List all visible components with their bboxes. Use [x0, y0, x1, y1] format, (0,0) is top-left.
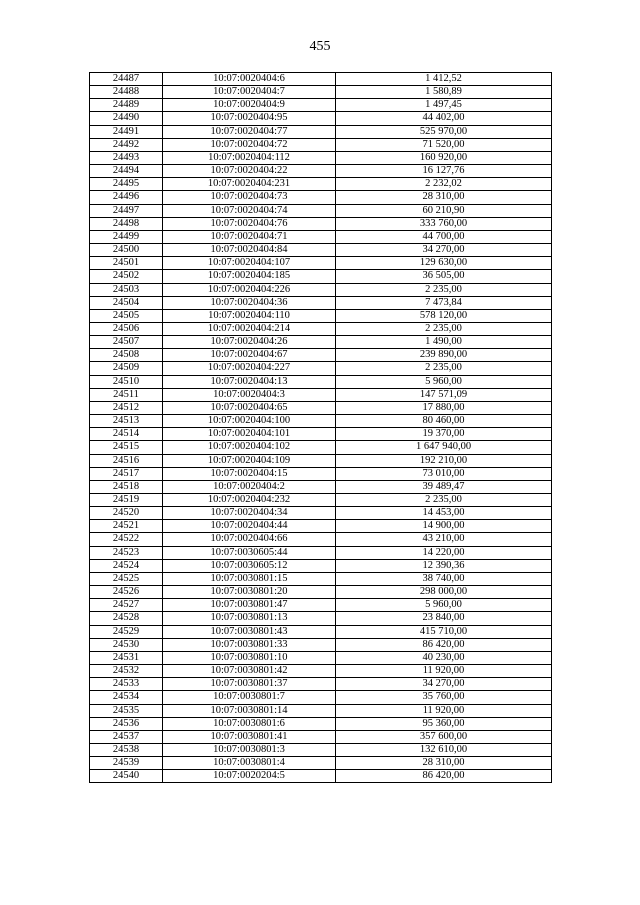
table-row [90, 691, 552, 704]
table-row [90, 283, 552, 296]
value-cell: 525 970,00 [336, 125, 552, 138]
row-number-cell: 24507 [90, 336, 163, 349]
cadastral-number-cell: 10:07:0030801:4 [163, 757, 336, 770]
value-cell: 192 210,00 [336, 454, 552, 467]
value-cell: 17 880,00 [336, 401, 552, 414]
table-row [90, 204, 552, 217]
row-number-cell: 24489 [90, 99, 163, 112]
table-row [90, 415, 552, 428]
value-cell: 129 630,00 [336, 257, 552, 270]
table-row [90, 388, 552, 401]
table-row [90, 743, 552, 756]
value-cell: 95 360,00 [336, 717, 552, 730]
table-row [90, 270, 552, 283]
value-cell: 28 310,00 [336, 757, 552, 770]
table-row [90, 704, 552, 717]
row-number-cell: 24528 [90, 612, 163, 625]
cadastral-number-cell: 10:07:0020404:73 [163, 191, 336, 204]
row-number-cell: 24508 [90, 349, 163, 362]
value-cell: 2 235,00 [336, 322, 552, 335]
table-row [90, 625, 552, 638]
table-row [90, 586, 552, 599]
table-row [90, 112, 552, 125]
table-row [90, 480, 552, 493]
table-row [90, 73, 552, 86]
row-number-cell: 24525 [90, 572, 163, 585]
table-row [90, 362, 552, 375]
value-cell: 19 370,00 [336, 428, 552, 441]
row-number-cell: 24534 [90, 691, 163, 704]
cadastral-number-cell: 10:07:0020404:95 [163, 112, 336, 125]
value-cell: 86 420,00 [336, 638, 552, 651]
cadastral-number-cell: 10:07:0030801:7 [163, 691, 336, 704]
row-number-cell: 24487 [90, 73, 163, 86]
row-number-cell: 24516 [90, 454, 163, 467]
value-cell: 415 710,00 [336, 625, 552, 638]
cadastral-number-cell: 10:07:0020404:77 [163, 125, 336, 138]
cadastral-number-cell: 10:07:0020404:36 [163, 296, 336, 309]
row-number-cell: 24522 [90, 533, 163, 546]
table-row [90, 770, 552, 783]
cadastral-number-cell: 10:07:0030801:47 [163, 599, 336, 612]
table-row [90, 257, 552, 270]
registry-table [89, 72, 552, 783]
table-row [90, 428, 552, 441]
cadastral-number-cell: 10:07:0020404:15 [163, 467, 336, 480]
value-cell: 73 010,00 [336, 467, 552, 480]
table-row [90, 507, 552, 520]
value-cell: 34 270,00 [336, 678, 552, 691]
table-row [90, 559, 552, 572]
table-row [90, 191, 552, 204]
table-row [90, 599, 552, 612]
cadastral-number-cell: 10:07:0030801:41 [163, 730, 336, 743]
row-number-cell: 24517 [90, 467, 163, 480]
value-cell: 2 235,00 [336, 283, 552, 296]
table-row [90, 546, 552, 559]
value-cell: 1 412,52 [336, 73, 552, 86]
cadastral-number-cell: 10:07:0020404:71 [163, 230, 336, 243]
row-number-cell: 24506 [90, 322, 163, 335]
cadastral-number-cell: 10:07:0020404:226 [163, 283, 336, 296]
table-row [90, 494, 552, 507]
cadastral-number-cell: 10:07:0020404:72 [163, 138, 336, 151]
value-cell: 11 920,00 [336, 665, 552, 678]
cadastral-number-cell: 10:07:0030801:15 [163, 572, 336, 585]
row-number-cell: 24515 [90, 441, 163, 454]
value-cell: 2 235,00 [336, 362, 552, 375]
value-cell: 147 571,09 [336, 388, 552, 401]
row-number-cell: 24498 [90, 217, 163, 230]
cadastral-number-cell: 10:07:0030801:6 [163, 717, 336, 730]
cadastral-number-cell: 10:07:0020404:74 [163, 204, 336, 217]
cadastral-number-cell: 10:07:0020404:65 [163, 401, 336, 414]
row-number-cell: 24527 [90, 599, 163, 612]
cadastral-number-cell: 10:07:0030801:20 [163, 586, 336, 599]
table-row [90, 678, 552, 691]
value-cell: 38 740,00 [336, 572, 552, 585]
row-number-cell: 24496 [90, 191, 163, 204]
row-number-cell: 24536 [90, 717, 163, 730]
value-cell: 1 647 940,00 [336, 441, 552, 454]
row-number-cell: 24531 [90, 651, 163, 664]
value-cell: 333 760,00 [336, 217, 552, 230]
table-row [90, 138, 552, 151]
cadastral-number-cell: 10:07:0030605:44 [163, 546, 336, 559]
row-number-cell: 24490 [90, 112, 163, 125]
row-number-cell: 24497 [90, 204, 163, 217]
row-number-cell: 24500 [90, 244, 163, 257]
value-cell: 28 310,00 [336, 191, 552, 204]
row-number-cell: 24526 [90, 586, 163, 599]
row-number-cell: 24535 [90, 704, 163, 717]
cadastral-number-cell: 10:07:0030801:37 [163, 678, 336, 691]
value-cell: 80 460,00 [336, 415, 552, 428]
table-row [90, 244, 552, 257]
cadastral-number-cell: 10:07:0020404:214 [163, 322, 336, 335]
row-number-cell: 24513 [90, 415, 163, 428]
cadastral-number-cell: 10:07:0020404:232 [163, 494, 336, 507]
value-cell: 357 600,00 [336, 730, 552, 743]
value-cell: 5 960,00 [336, 599, 552, 612]
row-number-cell: 24510 [90, 375, 163, 388]
value-cell: 2 235,00 [336, 494, 552, 507]
table-row [90, 178, 552, 191]
row-number-cell: 24501 [90, 257, 163, 270]
value-cell: 39 489,47 [336, 480, 552, 493]
table-row [90, 730, 552, 743]
table-row [90, 86, 552, 99]
table-row [90, 572, 552, 585]
row-number-cell: 24539 [90, 757, 163, 770]
table-row [90, 125, 552, 138]
table-row [90, 757, 552, 770]
value-cell: 578 120,00 [336, 309, 552, 322]
row-number-cell: 24488 [90, 86, 163, 99]
value-cell: 5 960,00 [336, 375, 552, 388]
cadastral-number-cell: 10:07:0020404:26 [163, 336, 336, 349]
table-row [90, 467, 552, 480]
cadastral-number-cell: 10:07:0020404:3 [163, 388, 336, 401]
row-number-cell: 24514 [90, 428, 163, 441]
cadastral-number-cell: 10:07:0030801:3 [163, 743, 336, 756]
cadastral-number-cell: 10:07:0020204:5 [163, 770, 336, 783]
value-cell: 298 000,00 [336, 586, 552, 599]
cadastral-number-cell: 10:07:0020404:101 [163, 428, 336, 441]
row-number-cell: 24540 [90, 770, 163, 783]
row-number-cell: 24494 [90, 165, 163, 178]
table-row [90, 151, 552, 164]
cadastral-number-cell: 10:07:0020404:227 [163, 362, 336, 375]
table-row [90, 217, 552, 230]
page-number: 455 [309, 39, 331, 54]
row-number-cell: 24503 [90, 283, 163, 296]
cadastral-number-cell: 10:07:0030801:43 [163, 625, 336, 638]
row-number-cell: 24499 [90, 230, 163, 243]
table-row [90, 296, 552, 309]
row-number-cell: 24491 [90, 125, 163, 138]
table-row [90, 230, 552, 243]
row-number-cell: 24512 [90, 401, 163, 414]
row-number-cell: 24502 [90, 270, 163, 283]
cadastral-number-cell: 10:07:0020404:84 [163, 244, 336, 257]
row-number-cell: 24532 [90, 665, 163, 678]
table-row [90, 717, 552, 730]
value-cell: 60 210,90 [336, 204, 552, 217]
row-number-cell: 24520 [90, 507, 163, 520]
cadastral-number-cell: 10:07:0020404:2 [163, 480, 336, 493]
cadastral-number-cell: 10:07:0030801:33 [163, 638, 336, 651]
value-cell: 44 402,00 [336, 112, 552, 125]
cadastral-number-cell: 10:07:0020404:231 [163, 178, 336, 191]
cadastral-number-cell: 10:07:0020404:13 [163, 375, 336, 388]
cadastral-number-cell: 10:07:0020404:112 [163, 151, 336, 164]
cadastral-number-cell: 10:07:0030801:10 [163, 651, 336, 664]
row-number-cell: 24519 [90, 494, 163, 507]
cadastral-number-cell: 10:07:0020404:110 [163, 309, 336, 322]
value-cell: 23 840,00 [336, 612, 552, 625]
row-number-cell: 24493 [90, 151, 163, 164]
table-row [90, 99, 552, 112]
cadastral-number-cell: 10:07:0020404:185 [163, 270, 336, 283]
table-row [90, 322, 552, 335]
value-cell: 160 920,00 [336, 151, 552, 164]
cadastral-number-cell: 10:07:0020404:9 [163, 99, 336, 112]
cadastral-number-cell: 10:07:0030801:13 [163, 612, 336, 625]
cadastral-number-cell: 10:07:0030801:42 [163, 665, 336, 678]
table-row [90, 638, 552, 651]
table-row [90, 651, 552, 664]
cadastral-number-cell: 10:07:0020404:67 [163, 349, 336, 362]
row-number-cell: 24524 [90, 559, 163, 572]
row-number-cell: 24537 [90, 730, 163, 743]
row-number-cell: 24511 [90, 388, 163, 401]
table-row [90, 349, 552, 362]
value-cell: 132 610,00 [336, 743, 552, 756]
value-cell: 71 520,00 [336, 138, 552, 151]
value-cell: 34 270,00 [336, 244, 552, 257]
value-cell: 1 580,89 [336, 86, 552, 99]
value-cell: 14 900,00 [336, 520, 552, 533]
row-number-cell: 24530 [90, 638, 163, 651]
table-row [90, 441, 552, 454]
value-cell: 43 210,00 [336, 533, 552, 546]
table-row [90, 165, 552, 178]
cadastral-number-cell: 10:07:0020404:76 [163, 217, 336, 230]
cadastral-number-cell: 10:07:0020404:107 [163, 257, 336, 270]
value-cell: 16 127,76 [336, 165, 552, 178]
cadastral-number-cell: 10:07:0020404:109 [163, 454, 336, 467]
value-cell: 239 890,00 [336, 349, 552, 362]
value-cell: 1 490,00 [336, 336, 552, 349]
table-row [90, 520, 552, 533]
row-number-cell: 24538 [90, 743, 163, 756]
value-cell: 35 760,00 [336, 691, 552, 704]
cadastral-number-cell: 10:07:0020404:6 [163, 73, 336, 86]
value-cell: 44 700,00 [336, 230, 552, 243]
cadastral-number-cell: 10:07:0020404:102 [163, 441, 336, 454]
value-cell: 12 390,36 [336, 559, 552, 572]
cadastral-number-cell: 10:07:0020404:34 [163, 507, 336, 520]
value-cell: 40 230,00 [336, 651, 552, 664]
cadastral-number-cell: 10:07:0030801:14 [163, 704, 336, 717]
table-row [90, 401, 552, 414]
table-row [90, 454, 552, 467]
cadastral-number-cell: 10:07:0020404:44 [163, 520, 336, 533]
value-cell: 86 420,00 [336, 770, 552, 783]
table-row [90, 665, 552, 678]
row-number-cell: 24521 [90, 520, 163, 533]
value-cell: 7 473,84 [336, 296, 552, 309]
cadastral-number-cell: 10:07:0020404:66 [163, 533, 336, 546]
value-cell: 14 220,00 [336, 546, 552, 559]
row-number-cell: 24505 [90, 309, 163, 322]
value-cell: 14 453,00 [336, 507, 552, 520]
row-number-cell: 24529 [90, 625, 163, 638]
value-cell: 36 505,00 [336, 270, 552, 283]
row-number-cell: 24509 [90, 362, 163, 375]
table-row [90, 336, 552, 349]
row-number-cell: 24533 [90, 678, 163, 691]
row-number-cell: 24518 [90, 480, 163, 493]
table-row [90, 533, 552, 546]
row-number-cell: 24523 [90, 546, 163, 559]
table-row [90, 309, 552, 322]
table-row [90, 375, 552, 388]
row-number-cell: 24504 [90, 296, 163, 309]
row-number-cell: 24495 [90, 178, 163, 191]
value-cell: 1 497,45 [336, 99, 552, 112]
row-number-cell: 24492 [90, 138, 163, 151]
value-cell: 11 920,00 [336, 704, 552, 717]
cadastral-number-cell: 10:07:0030605:12 [163, 559, 336, 572]
cadastral-number-cell: 10:07:0020404:7 [163, 86, 336, 99]
registry-table-body [90, 73, 552, 783]
cadastral-number-cell: 10:07:0020404:22 [163, 165, 336, 178]
value-cell: 2 232,02 [336, 178, 552, 191]
table-row [90, 612, 552, 625]
cadastral-number-cell: 10:07:0020404:100 [163, 415, 336, 428]
